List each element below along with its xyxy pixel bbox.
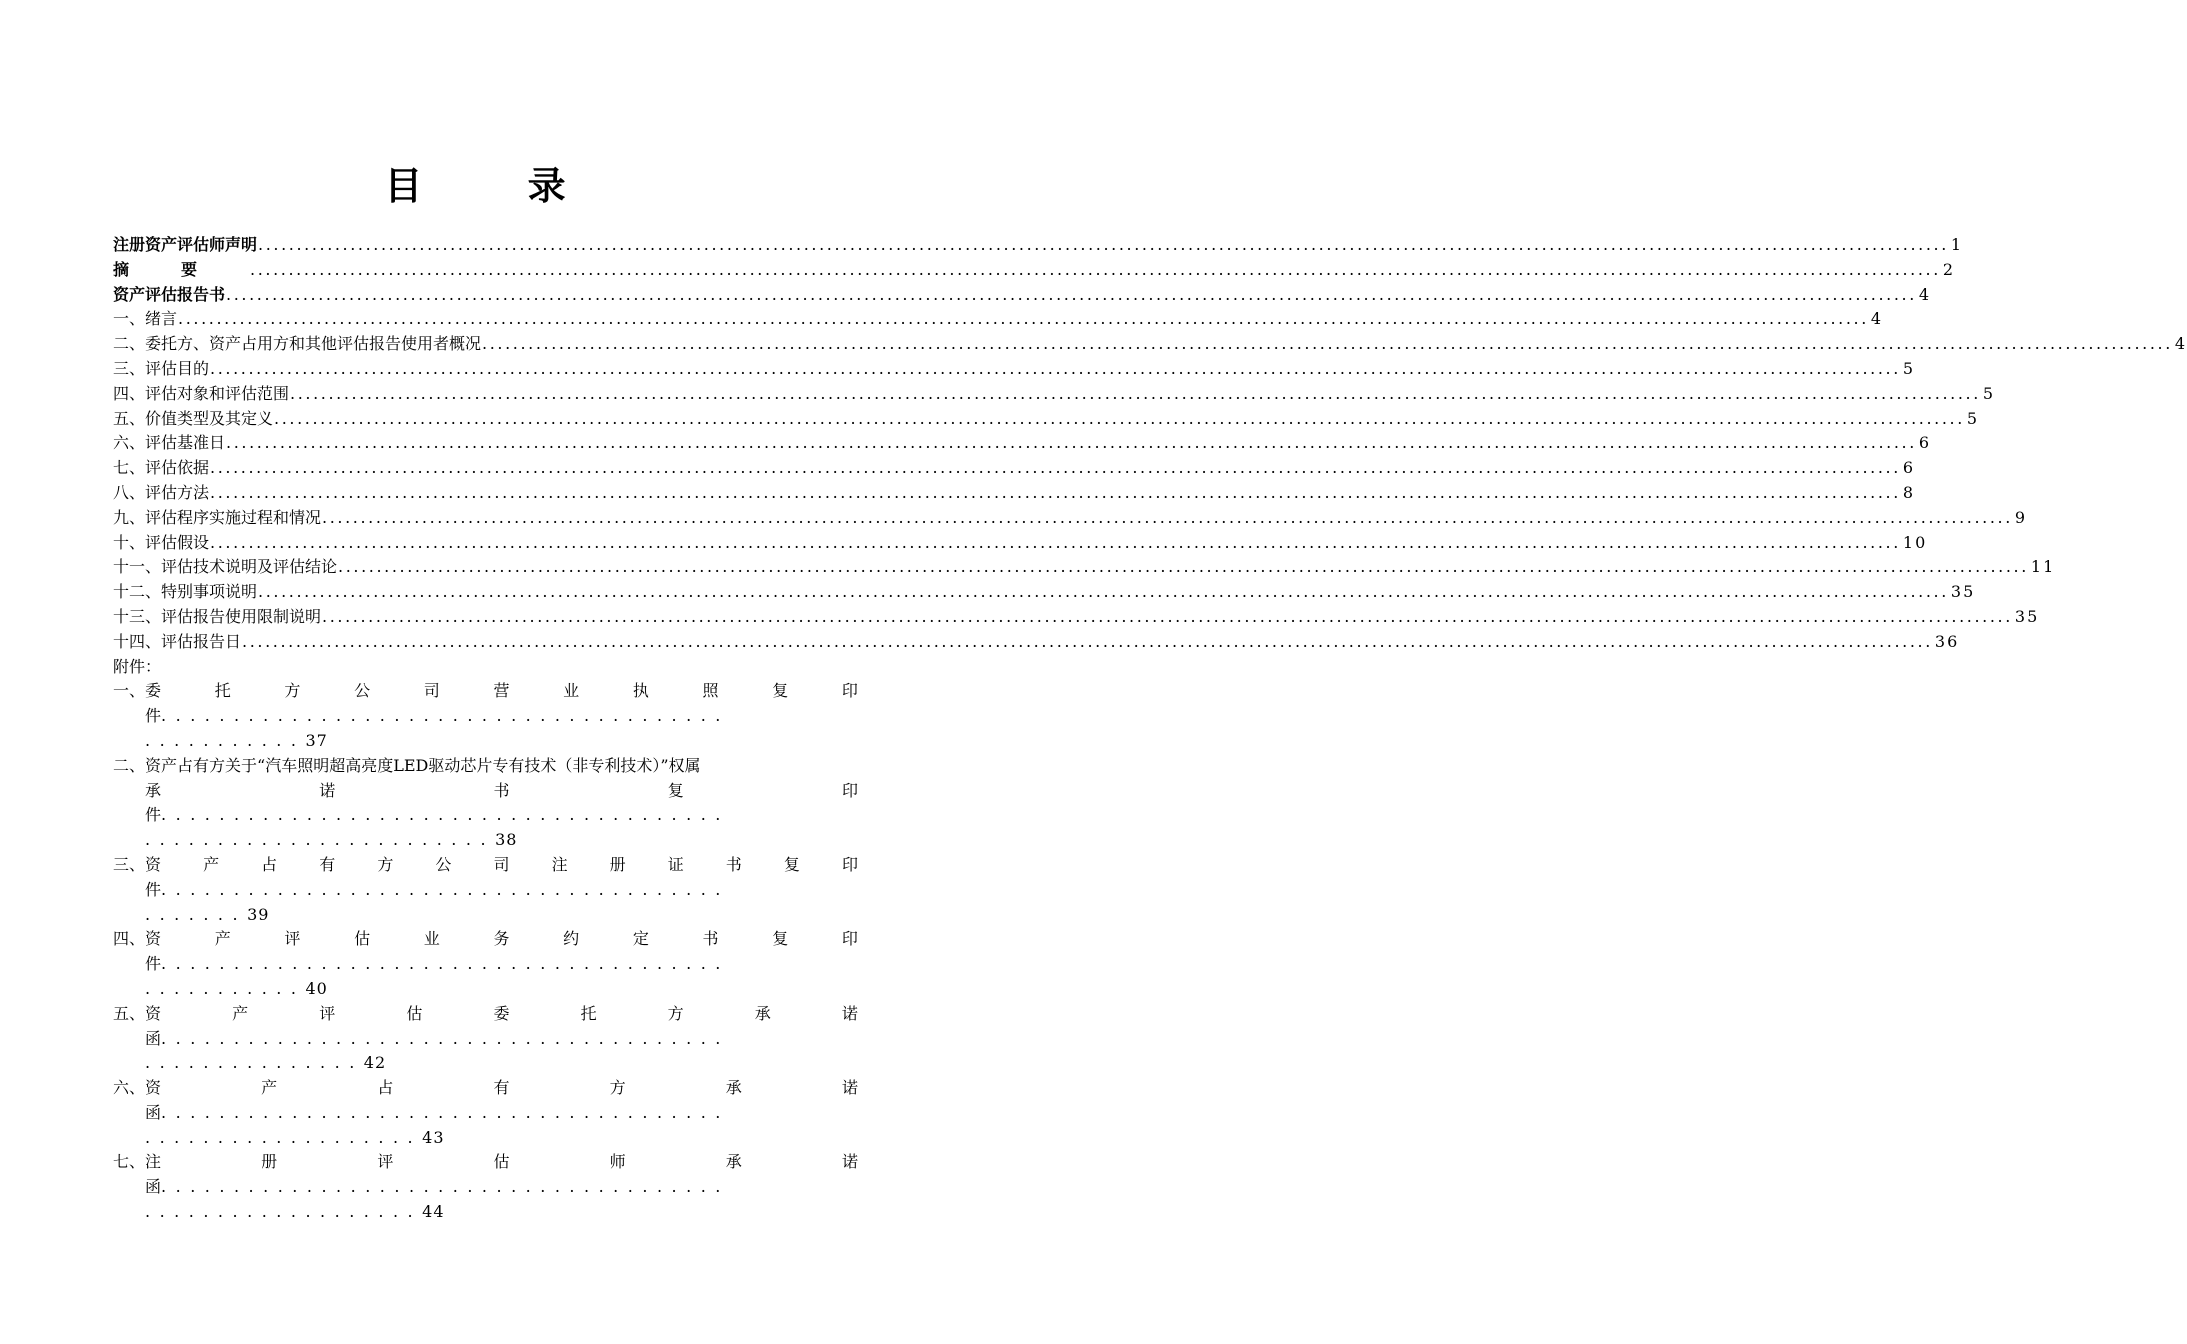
attachment-title: 资产占有方关于“汽车照明超高亮度LED驱动芯片专有技术（非专利技术）”权属: [145, 755, 701, 775]
toc-entry[interactable]: [113, 332, 2187, 357]
attachment-entry[interactable]: [113, 853, 858, 927]
attachment-title-char: 复: [783, 854, 800, 874]
attachment-title-char: 复: [772, 929, 789, 949]
toc-entry-page: 4: [2174, 334, 2187, 354]
attachment-title-char: 承: [145, 780, 162, 800]
attachment-title-char: 有: [319, 854, 336, 874]
dot-leader: ............................................................................................................................................................................................................................: [482, 334, 2173, 354]
attachments-heading: 附件：: [113, 656, 162, 676]
toc-entry[interactable]: [113, 407, 1980, 432]
attachment-title-char: 估: [354, 929, 371, 949]
attachment-number: 二、: [113, 755, 146, 775]
attachment-leader-line: [113, 704, 858, 729]
dot-leader: ............................................................................................................................................................................................................................: [210, 358, 1901, 378]
toc-entry-label: 注册资产评估师声明: [113, 235, 258, 254]
toc-entry[interactable]: [113, 630, 1960, 655]
attachment-title-char: 资: [145, 1003, 162, 1023]
attachment-leader-line: [113, 878, 858, 903]
toc-entry-page: 10: [1902, 532, 1928, 552]
attachment-title-char: 印: [841, 681, 858, 701]
toc-entry-page: 1: [1950, 235, 1964, 254]
toc-entry[interactable]: [113, 531, 1928, 556]
attachment-entry[interactable]: [113, 1076, 858, 1150]
toc-entry[interactable]: [113, 580, 1976, 605]
toc-entry-label: 摘要: [113, 259, 250, 279]
toc-entry-label: 资产评估报告书: [113, 284, 226, 304]
toc-entry[interactable]: [113, 357, 1916, 382]
attachment-title-char: 产: [232, 1003, 249, 1023]
attachment-title-char: 产: [203, 854, 220, 874]
attachment-title-char: 印: [841, 854, 858, 874]
attachment-title-tail: 件: [145, 879, 162, 899]
attachment-number: 三、: [113, 854, 146, 874]
attachment-page: 39: [247, 904, 270, 924]
attachment-page: 37: [305, 730, 328, 750]
toc-entry-label: 十二、特别事项说明: [113, 582, 258, 602]
dot-leader: ............................................................................................................................................................................................................................: [338, 557, 2029, 577]
toc-entry[interactable]: [113, 307, 1884, 332]
attachment-title-char: 方: [377, 854, 394, 874]
attachment-title-char: 评: [319, 1003, 336, 1023]
attachment-title-char: 务: [493, 929, 510, 949]
attachment-title-head: [113, 679, 161, 704]
toc-entry-label: 三、评估目的: [113, 358, 210, 378]
toc-entry-label: 十一、评估技术说明及评估结论: [113, 557, 338, 577]
dot-leader: ............................................................................................................................................................................................................................: [178, 309, 1869, 329]
attachment-title-tail: 件: [145, 706, 162, 726]
dot-leader: ............................................................................................................................................................................................................................: [242, 631, 1933, 651]
attachment-title-head: [113, 1076, 161, 1101]
attachment-title-char: 委: [493, 1003, 510, 1023]
dot-leader: ............................................................................................................................................................................................................................: [250, 259, 1941, 279]
attachment-number: 七、: [113, 1152, 146, 1172]
attachment-title-head: [113, 853, 161, 878]
attachment-title-char: 复: [667, 780, 684, 800]
toc-entry-label: 七、评估依据: [113, 458, 210, 478]
attachment-title-char: 定: [632, 929, 649, 949]
attachment-title-line: [113, 927, 858, 952]
dot-leader: ...........: [145, 730, 306, 750]
toc-entry-page: 11: [2030, 557, 2056, 577]
attachment-title-char: 印: [841, 929, 858, 949]
attachment-title-char: 评: [284, 929, 301, 949]
attachment-entry[interactable]: [113, 927, 858, 1001]
toc-entry[interactable]: [113, 233, 1964, 258]
attachment-title-char: 印: [841, 780, 858, 800]
attachment-number: 四、: [113, 929, 146, 949]
toc-entry[interactable]: [113, 283, 1932, 308]
toc-entry-page: 35: [2014, 606, 2040, 626]
toc-entry[interactable]: [113, 481, 1916, 506]
attachment-page-line: [113, 729, 858, 754]
toc-entry[interactable]: [113, 258, 1956, 283]
dot-leader: .......................................: [161, 879, 730, 899]
attachment-title-char: 有: [493, 1078, 510, 1098]
attachment-title-char: 方: [609, 1078, 626, 1098]
dot-leader: ............................................................................................................................................................................................................................: [290, 383, 1981, 403]
toc-entry-page: 4: [1918, 284, 1932, 304]
toc-entry[interactable]: [113, 456, 1916, 481]
toc-entry-label: 八、评估方法: [113, 482, 210, 502]
attachment-title-char: 资: [145, 1078, 162, 1098]
attachment-title-char: 书: [702, 929, 719, 949]
attachment-title-line: [113, 853, 858, 878]
toc-entry-label: 二、委托方、资产占用方和其他评估报告使用者概况: [113, 334, 482, 354]
attachment-entry[interactable]: [113, 754, 858, 853]
attachment-title-char: 册: [261, 1152, 278, 1172]
dot-leader: .......................................: [161, 1028, 730, 1048]
attachment-leader-line: [113, 952, 858, 977]
dot-leader: ........................: [145, 830, 496, 850]
attachment-number: 五、: [113, 1003, 146, 1023]
attachment-title-char: 占: [377, 1078, 394, 1098]
attachment-title-char: 产: [214, 929, 231, 949]
attachment-title-char: 诺: [841, 1003, 858, 1023]
dot-leader: ............................................................................................................................................................................................................................: [210, 532, 1901, 552]
dot-leader: ............................................................................................................................................................................................................................: [258, 235, 1949, 254]
toc-entry-label: 四、评估对象和评估范围: [113, 383, 290, 403]
attachment-title-char: 诺: [841, 1152, 858, 1172]
attachment-title-char: 注: [145, 1152, 162, 1172]
attachment-title-char: 委: [145, 681, 162, 701]
dot-leader: ............................................................................................................................................................................................................................: [210, 458, 1901, 478]
toc-entry-page: 6: [1902, 458, 1916, 478]
attachment-title-char: 业: [563, 681, 580, 701]
attachment-title-char: 承: [754, 1003, 771, 1023]
attachment-title-line: [113, 779, 858, 804]
attachment-title-char: 司: [493, 854, 510, 874]
toc-entry-page: 4: [1870, 309, 1884, 329]
dot-leader: .......: [145, 904, 248, 924]
attachment-title-tail: 件: [145, 954, 162, 974]
toc-entry-page: 2: [1942, 259, 1956, 279]
attachment-page-line: [113, 1126, 858, 1151]
attachment-title-char: 营: [493, 681, 510, 701]
attachment-entry[interactable]: [113, 679, 858, 753]
attachment-page-line: [113, 903, 858, 928]
toc-list: [113, 233, 2187, 655]
attachment-page: 43: [422, 1127, 445, 1147]
dot-leader: ...................: [145, 1202, 423, 1222]
dot-leader: ...........: [145, 978, 306, 998]
attachment-title-line: [113, 1002, 858, 1027]
toc-entry[interactable]: [113, 605, 2040, 630]
attachment-title-char: 托: [580, 1003, 597, 1023]
attachment-title-char: 占: [261, 854, 278, 874]
attachment-title-head: [113, 1150, 161, 1175]
attachment-title-char: 书: [725, 854, 742, 874]
attachment-title-head: [113, 1002, 161, 1027]
attachment-title-char: 师: [609, 1152, 626, 1172]
attachment-title-char: 册: [609, 854, 626, 874]
toc-entry[interactable]: [113, 555, 2056, 580]
toc-entry-label: 五、价值类型及其定义: [113, 408, 274, 428]
toc-entry[interactable]: [113, 431, 1932, 456]
attachment-page-line: [113, 1051, 858, 1076]
attachment-title-line: [113, 679, 858, 704]
attachment-title-char: 注: [551, 854, 568, 874]
attachment-title-char: 方: [667, 1003, 684, 1023]
attachment-title-tail: 件: [145, 805, 162, 825]
attachment-title-char: 复: [772, 681, 789, 701]
attachment-page: 42: [363, 1053, 387, 1073]
toc-entry-page: 9: [2014, 507, 2028, 527]
dot-leader: ............................................................................................................................................................................................................................: [226, 284, 1917, 304]
attachment-page: 44: [422, 1202, 445, 1222]
dot-leader: ...................: [145, 1127, 423, 1147]
attachment-title-line: [113, 754, 858, 779]
attachment-page-line: [113, 1200, 858, 1225]
toc-entry-label: 十三、评估报告使用限制说明: [113, 606, 322, 626]
attachment-title-char: 司: [423, 681, 440, 701]
dot-leader: ............................................................................................................................................................................................................................: [210, 482, 1901, 502]
toc-entry-page: 6: [1918, 433, 1932, 453]
toc-entry-label: 六、评估基准日: [113, 433, 226, 453]
toc-entry[interactable]: [113, 382, 1996, 407]
attachment-page-line: [113, 977, 858, 1002]
attachment-title-char: 执: [632, 681, 649, 701]
table-of-contents: [113, 233, 2187, 1225]
dot-leader: ............................................................................................................................................................................................................................: [322, 507, 2013, 527]
attachment-title-char: 证: [667, 854, 684, 874]
attachment-title-char: 资: [145, 854, 162, 874]
dot-leader: ...............: [145, 1053, 364, 1073]
toc-entry-page: 5: [1902, 358, 1916, 378]
toc-entry-page: 8: [1902, 482, 1916, 502]
attachment-title-char: 诺: [319, 780, 336, 800]
dot-leader: ............................................................................................................................................................................................................................: [226, 433, 1917, 453]
attachment-number: 六、: [113, 1078, 146, 1098]
attachment-page: 40: [305, 978, 328, 998]
attachment-title-tail: 函: [145, 1028, 162, 1048]
attachment-title-char: 承: [725, 1152, 742, 1172]
attachment-title-head: [113, 927, 161, 952]
dot-leader: ............................................................................................................................................................................................................................: [274, 408, 1965, 428]
toc-entry-page: 5: [1966, 408, 1980, 428]
attachment-title-char: 约: [563, 929, 580, 949]
attachment-title-char: 照: [702, 681, 719, 701]
attachments-list: [113, 679, 858, 1225]
dot-leader: .......................................: [161, 1102, 730, 1122]
dot-leader: .......................................: [161, 954, 730, 974]
attachment-leader-line: [113, 1101, 858, 1126]
attachment-title-tail: 函: [145, 1102, 162, 1122]
attachment-title-char: 产: [261, 1078, 278, 1098]
toc-entry-label: 十、评估假设: [113, 532, 210, 552]
attachment-title-char: 书: [493, 780, 510, 800]
attachment-title-tail: 函: [145, 1177, 162, 1197]
toc-entry-page: 5: [1982, 383, 1996, 403]
toc-entry-label: 十四、评估报告日: [113, 631, 242, 651]
attachment-title-char: 托: [214, 681, 231, 701]
attachment-title-char: 估: [406, 1003, 423, 1023]
toc-entry-page: 36: [1934, 631, 1960, 651]
attachment-leader-line: [113, 1027, 858, 1052]
attachment-entry[interactable]: [113, 1002, 858, 1076]
toc-entry-label: 九、评估程序实施过程和情况: [113, 507, 322, 527]
toc-entry-label: 一、绪言: [113, 309, 178, 329]
dot-leader: ............................................................................................................................................................................................................................: [258, 582, 1949, 602]
dot-leader: .......................................: [161, 706, 730, 726]
dot-leader: ............................................................................................................................................................................................................................: [322, 606, 2013, 626]
attachment-title-line: [113, 1150, 858, 1175]
attachment-number: 一、: [113, 681, 146, 701]
attachment-title-char: 方: [284, 681, 301, 701]
attachment-title-char: 业: [423, 929, 440, 949]
dot-leader: .......................................: [161, 805, 730, 825]
attachment-leader-line: [113, 803, 858, 828]
page-title: 目 录: [384, 163, 612, 208]
attachment-page-line: [113, 828, 858, 853]
attachment-title-line: [113, 1076, 858, 1101]
attachment-title-char: 公: [354, 681, 371, 701]
attachment-title-char: 评: [377, 1152, 394, 1172]
toc-entry-page: 35: [1950, 582, 1976, 602]
attachment-page: 38: [495, 830, 518, 850]
attachment-leader-line: [113, 1175, 858, 1200]
attachment-title-char: 诺: [841, 1078, 858, 1098]
attachment-title-char: 公: [435, 854, 452, 874]
attachment-title-char: 资: [145, 929, 162, 949]
attachment-title-char: 估: [493, 1152, 510, 1172]
attachment-title-char: 承: [725, 1078, 742, 1098]
toc-entry[interactable]: [113, 506, 2028, 531]
attachment-entry[interactable]: [113, 1150, 858, 1224]
dot-leader: .......................................: [161, 1177, 730, 1197]
